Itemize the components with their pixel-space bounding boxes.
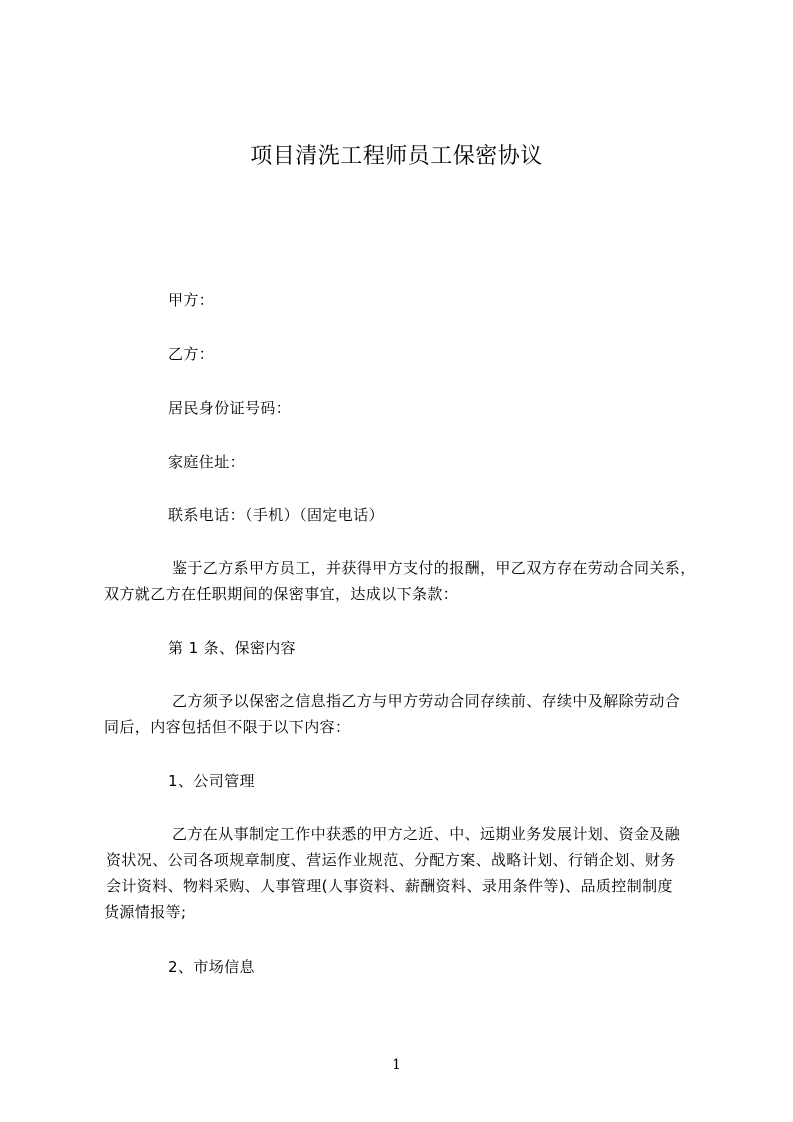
article-1-intro-line-1: 乙方须予以保密之信息指乙方与甲方劳动合同存续前、存续中及解除劳动合: [172, 692, 681, 710]
preamble-line-2: 双方就乙方在任职期间的保密事宜，达成以下条款：: [104, 585, 459, 603]
party-a-field: 甲方：: [168, 291, 215, 309]
document-title: 项目清洗工程师员工保密协议: [250, 144, 543, 169]
item-1-paragraph: [104, 824, 704, 926]
item-1-heading: 1、公司管理: [168, 772, 255, 790]
article-1-heading: 第 1 条、保密内容: [168, 639, 297, 657]
page-number: 1: [392, 1057, 401, 1073]
item-1-line-1: 乙方在从事制定工作中获悉的甲方之近、中、远期业务发展计划、资金及融: [172, 825, 681, 843]
article-1-intro-line-2: 同后，内容包括但不限于以下内容：: [104, 718, 351, 736]
preamble-line-1: 鉴于乙方系甲方员工，并获得甲方支付的报酬，甲乙双方存在劳动合同关系，: [172, 559, 696, 577]
id-number-field: 居民身份证号码：: [168, 399, 292, 417]
phone-field: 联系电话：（手机）（固定电话）: [168, 506, 385, 524]
preamble-paragraph: [104, 558, 704, 608]
home-address-field: 家庭住址：: [168, 453, 246, 471]
item-1-line-4: 货源情报等;: [104, 903, 187, 921]
item-2-heading: 2、市场信息: [168, 958, 255, 976]
item-1-line-3: 会计资料、物料采购、人事管理(人事资料、薪酬资料、录用条件等)、品质控制制度: [106, 877, 673, 895]
party-b-field: 乙方：: [168, 345, 215, 363]
article-1-intro: [104, 691, 704, 741]
item-1-line-2: 资状况、公司各项规章制度、营运作业规范、分配方案、战略计划、行销企划、财务: [106, 851, 676, 869]
